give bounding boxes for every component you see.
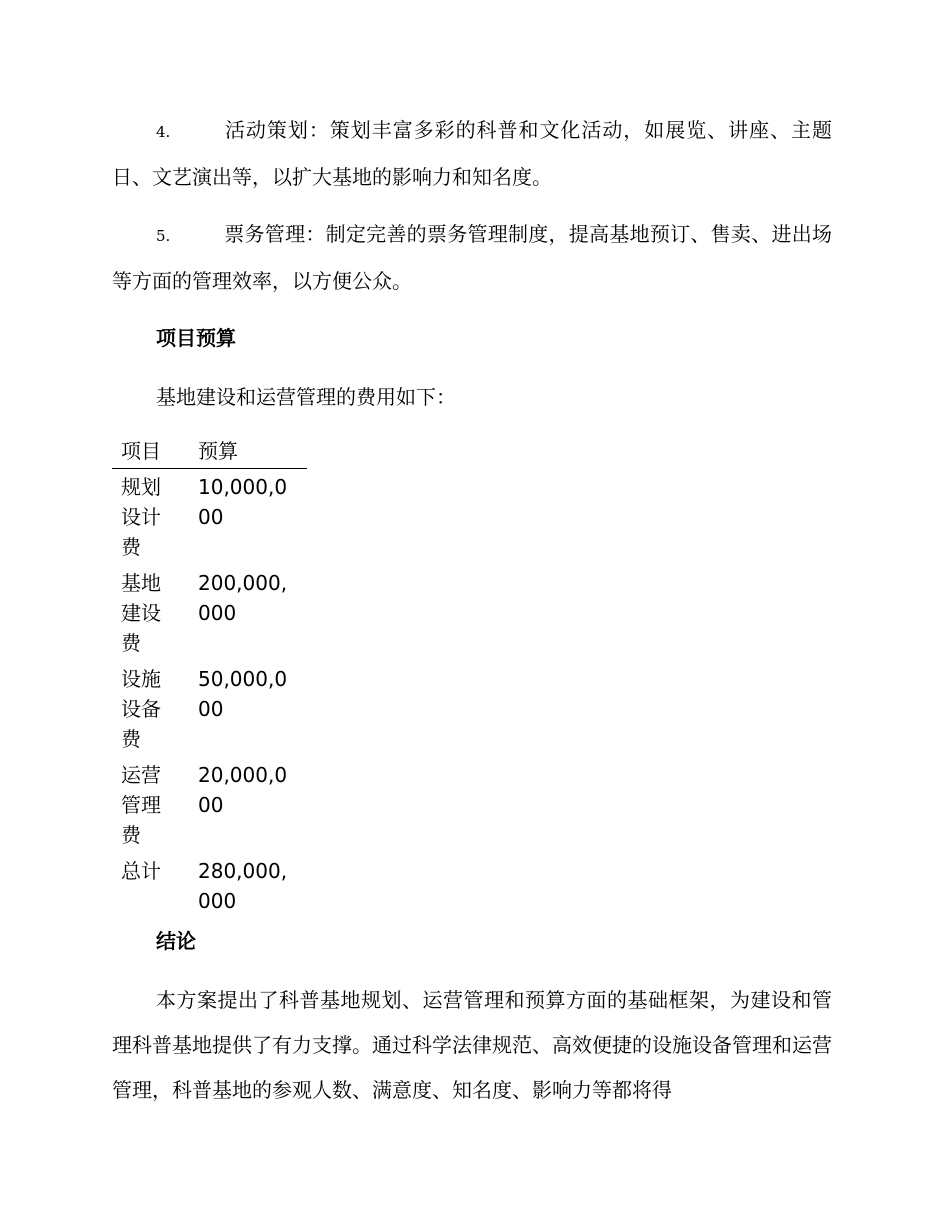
list-number: 5. <box>156 227 171 245</box>
document-page <box>112 108 832 1113</box>
column-header-item: 项目 <box>112 434 198 469</box>
table-row <box>112 757 307 853</box>
table-cell-budget: 20,000,000 <box>198 763 288 817</box>
conclusion-heading: 结论 <box>156 929 196 953</box>
table-cell-item: 规划设计费 <box>121 475 161 559</box>
table-row <box>112 565 307 661</box>
table-row <box>112 853 307 919</box>
list-item-text: 票务管理：制定完善的票务管理制度，提高基地预订、售卖、进出场等方面的管理效率，以方便公众。 <box>112 222 832 293</box>
table-cell-item: 总计 <box>121 859 161 883</box>
table-cell-budget: 200,000,000 <box>198 571 288 625</box>
budget-heading: 项目预算 <box>156 326 236 350</box>
table-row <box>112 469 307 566</box>
budget-intro: 基地建设和运营管理的费用如下： <box>156 385 456 409</box>
list-number: 4. <box>156 123 171 141</box>
table-cell-budget: 50,000,000 <box>198 667 288 721</box>
table-cell-item: 基地建设费 <box>121 571 161 655</box>
table-cell-budget: 280,000,000 <box>198 859 288 913</box>
conclusion-text: 本方案提出了科普基地规划、运营管理和预算方面的基础框架，为建设和管理科普基地提供了有力支撑。通过科学法律规范、高效便捷的设施设备管理和运营管理，科普基地的参观人数、满意度、知名度、影响力等都将得 <box>112 988 832 1102</box>
list-item-activity-planning <box>112 108 832 200</box>
column-header-budget: 预算 <box>198 434 307 469</box>
table-row <box>112 661 307 757</box>
budget-table <box>112 434 307 919</box>
table-header-row <box>112 434 307 469</box>
table-cell-item: 设施设备费 <box>121 667 161 751</box>
list-item-ticket-management <box>112 212 832 304</box>
list-item-text: 活动策划：策划丰富多彩的科普和文化活动，如展览、讲座、主题日、文艺演出等，以扩大基地的影响力和知名度。 <box>112 118 832 189</box>
table-cell-budget: 10,000,000 <box>198 475 288 529</box>
table-cell-item: 运营管理费 <box>121 763 161 847</box>
